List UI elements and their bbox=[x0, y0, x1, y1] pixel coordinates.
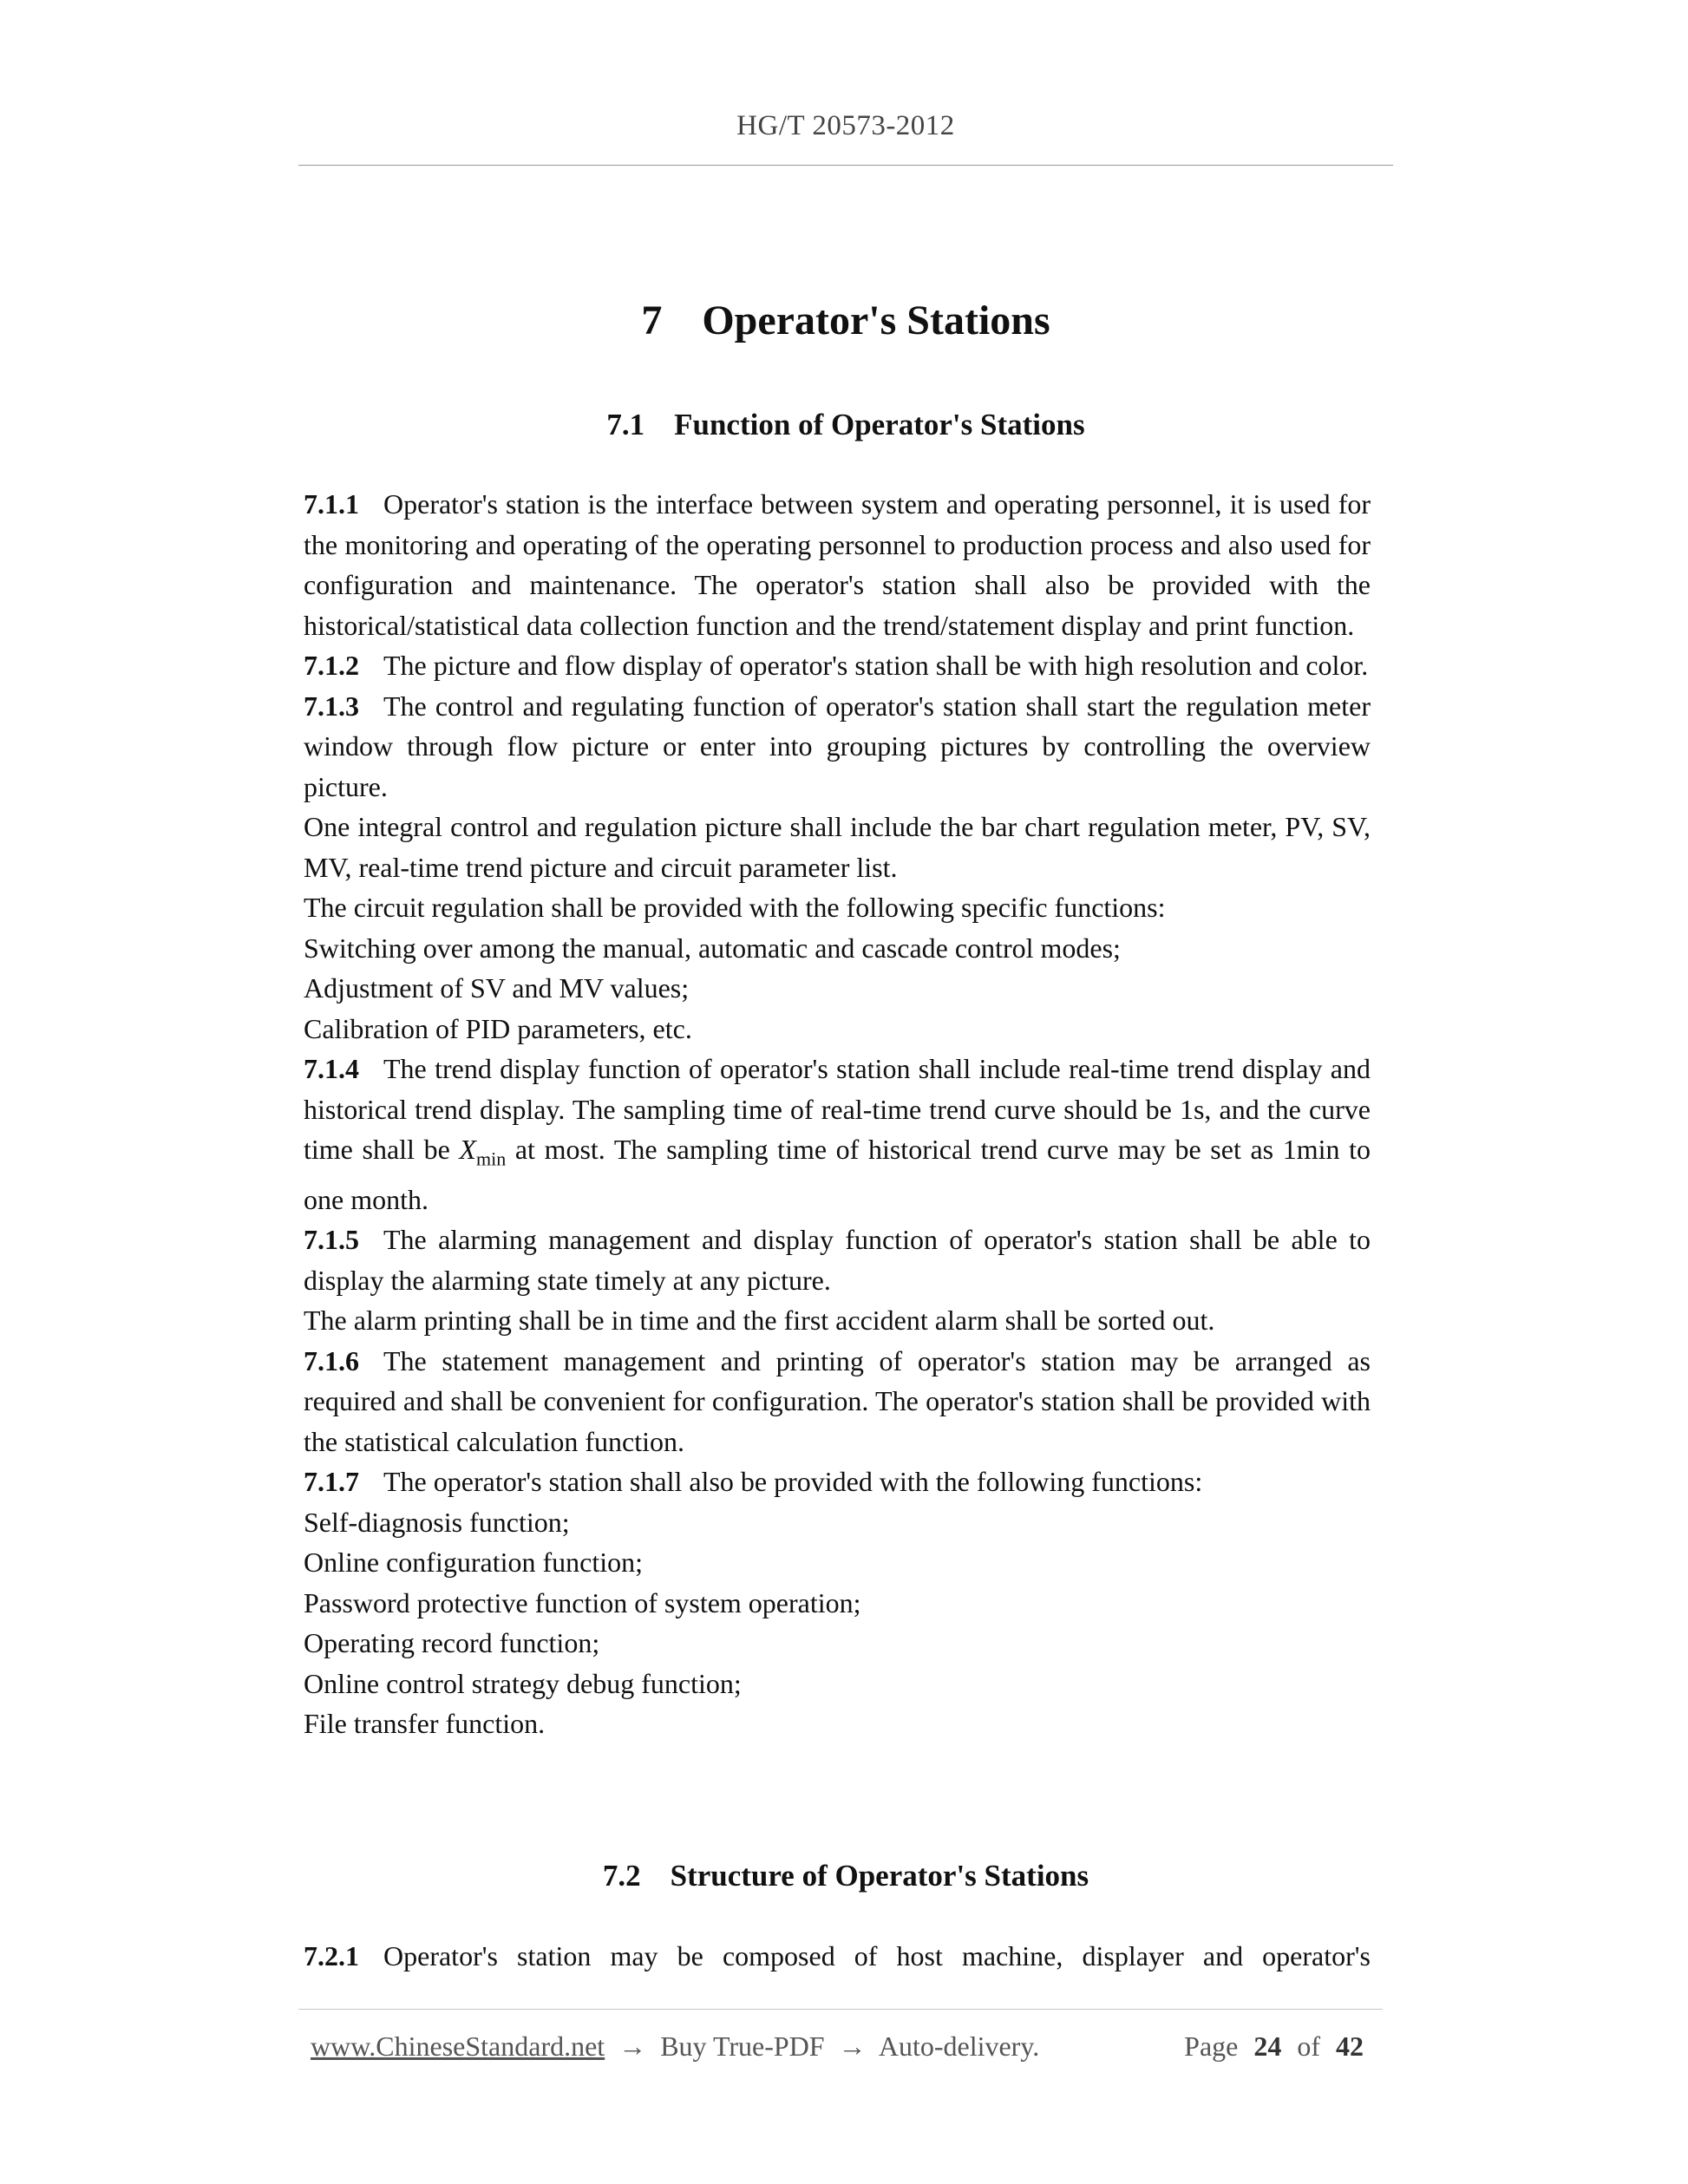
body-line: The circuit regulation shall be provided with the following specific functions: bbox=[304, 892, 1166, 923]
body-line: One integral control and regulation picture shall include the bar chart regulation meter, PV, SV, MV, real-time trend picture and circuit parameter list. bbox=[304, 811, 1371, 883]
clause-7-1-4 bbox=[304, 1049, 1371, 1220]
section-title-7-1 bbox=[298, 405, 1393, 445]
clause-number: 7.1.2 bbox=[304, 650, 359, 681]
clause-text: The trend display function of operator's station shall include real-time trend display and historical trend display. The sampling time of real-time trend curve should be 1s, and the curve time shall be bbox=[304, 1053, 1371, 1165]
list-item: Self-diagnosis function; bbox=[304, 1506, 570, 1538]
page-counter bbox=[1184, 2030, 1372, 2063]
body-line: Adjustment of SV and MV values; bbox=[304, 972, 690, 1004]
clause-7-1-3 bbox=[304, 686, 1371, 808]
section-number: 7.2 bbox=[602, 1859, 641, 1893]
clause-number: 7.2.1 bbox=[304, 1940, 359, 1971]
clause-text: The operator's station shall also be provided with the following functions: bbox=[383, 1466, 1203, 1498]
list-item: Online configuration function; bbox=[304, 1546, 644, 1579]
clause-7-2-1 bbox=[304, 1936, 1371, 1977]
page-label: Page bbox=[1184, 2030, 1239, 2062]
auto-delivery-text: Auto-delivery. bbox=[878, 2030, 1040, 2062]
arrow-right-icon: → bbox=[618, 2030, 647, 2062]
page-of-label: of bbox=[1297, 2030, 1320, 2062]
clause-text-continued: at most. The sampling time of historical trend curve may be set as 1min to one month. bbox=[304, 1134, 1371, 1215]
clause-text: The picture and flow display of operator's station shall be with high resolution and color. bbox=[383, 650, 1369, 681]
variable-subscript: min bbox=[475, 1148, 507, 1170]
clause-text: The alarming management and display function of operator's station shall be able to display the alarming state timely at any picture. bbox=[304, 1224, 1371, 1296]
chapter-title-text: Operator's Stations bbox=[702, 298, 1050, 343]
list-item: File transfer function. bbox=[304, 1708, 546, 1740]
list-item: Online control strategy debug function; bbox=[304, 1667, 742, 1699]
arrow-right-icon: → bbox=[838, 2030, 867, 2062]
chapter-title bbox=[298, 295, 1393, 347]
body-line: The alarm printing shall be in time and the first accident alarm shall be sorted out. bbox=[304, 1305, 1215, 1337]
variable-x: X bbox=[459, 1134, 476, 1165]
section-title-text: Structure of Operator's Stations bbox=[670, 1859, 1089, 1893]
body-line: Calibration of PID parameters, etc. bbox=[304, 1012, 692, 1044]
list-item: Password protective function of system operation; bbox=[304, 1586, 861, 1618]
clause-7-1-2 bbox=[304, 645, 1371, 686]
clause-number: 7.1.7 bbox=[304, 1466, 359, 1498]
section-title-7-2 bbox=[298, 1856, 1393, 1896]
clause-7-1-5 bbox=[304, 1220, 1371, 1300]
page-total: 42 bbox=[1336, 2030, 1364, 2062]
site-link[interactable]: www.ChineseStandard.net bbox=[311, 2030, 605, 2062]
page-header bbox=[298, 104, 1393, 166]
chapter-number: 7 bbox=[641, 298, 663, 343]
clause-number: 7.1.3 bbox=[304, 690, 359, 722]
page-footer bbox=[298, 2009, 1383, 2070]
clause-7-1-6 bbox=[304, 1341, 1371, 1462]
clause-number: 7.1.6 bbox=[304, 1344, 359, 1376]
section-number: 7.1 bbox=[606, 408, 645, 441]
clause-7-1-7 bbox=[304, 1461, 1371, 1502]
clause-text: Operator's station is the interface between system and operating personnel, it is used for the monitoring and operating of the operating personnel to production process and also used for configuration and maintenance. The operator's station shall also be provided with the historical/statistical data collection function and the trend/statement display and print function. bbox=[304, 488, 1371, 641]
section-title-text: Function of Operator's Stations bbox=[674, 408, 1085, 441]
standard-id: HG/T 20573-2012 bbox=[736, 110, 955, 141]
section-7-1-body bbox=[304, 484, 1371, 1744]
list-item: Operating record function; bbox=[304, 1627, 600, 1659]
body-line: Switching over among the manual, automatic and cascade control modes; bbox=[304, 932, 1121, 964]
clause-text: Operator's station may be composed of host machine, displayer and operator's bbox=[383, 1940, 1371, 1971]
clause-7-1-1 bbox=[304, 484, 1371, 645]
section-7-2-body bbox=[304, 1936, 1371, 1977]
buy-true-pdf-text: Buy True-PDF bbox=[660, 2030, 825, 2062]
clause-number: 7.1.1 bbox=[304, 488, 359, 520]
clause-text: The statement management and printing of operator's station may be arranged as required and shall be convenient for configuration. The operator's station shall be provided with the statistical calculation function. bbox=[304, 1344, 1371, 1457]
clause-number: 7.1.5 bbox=[304, 1224, 359, 1256]
page-current: 24 bbox=[1253, 2030, 1282, 2062]
clause-number: 7.1.4 bbox=[304, 1053, 359, 1084]
clause-text: The control and regulating function of operator's station shall start the regulation meter window through flow picture or enter into grouping pictures by controlling the overview picture. bbox=[304, 690, 1371, 802]
footer-promo bbox=[311, 2030, 1039, 2063]
